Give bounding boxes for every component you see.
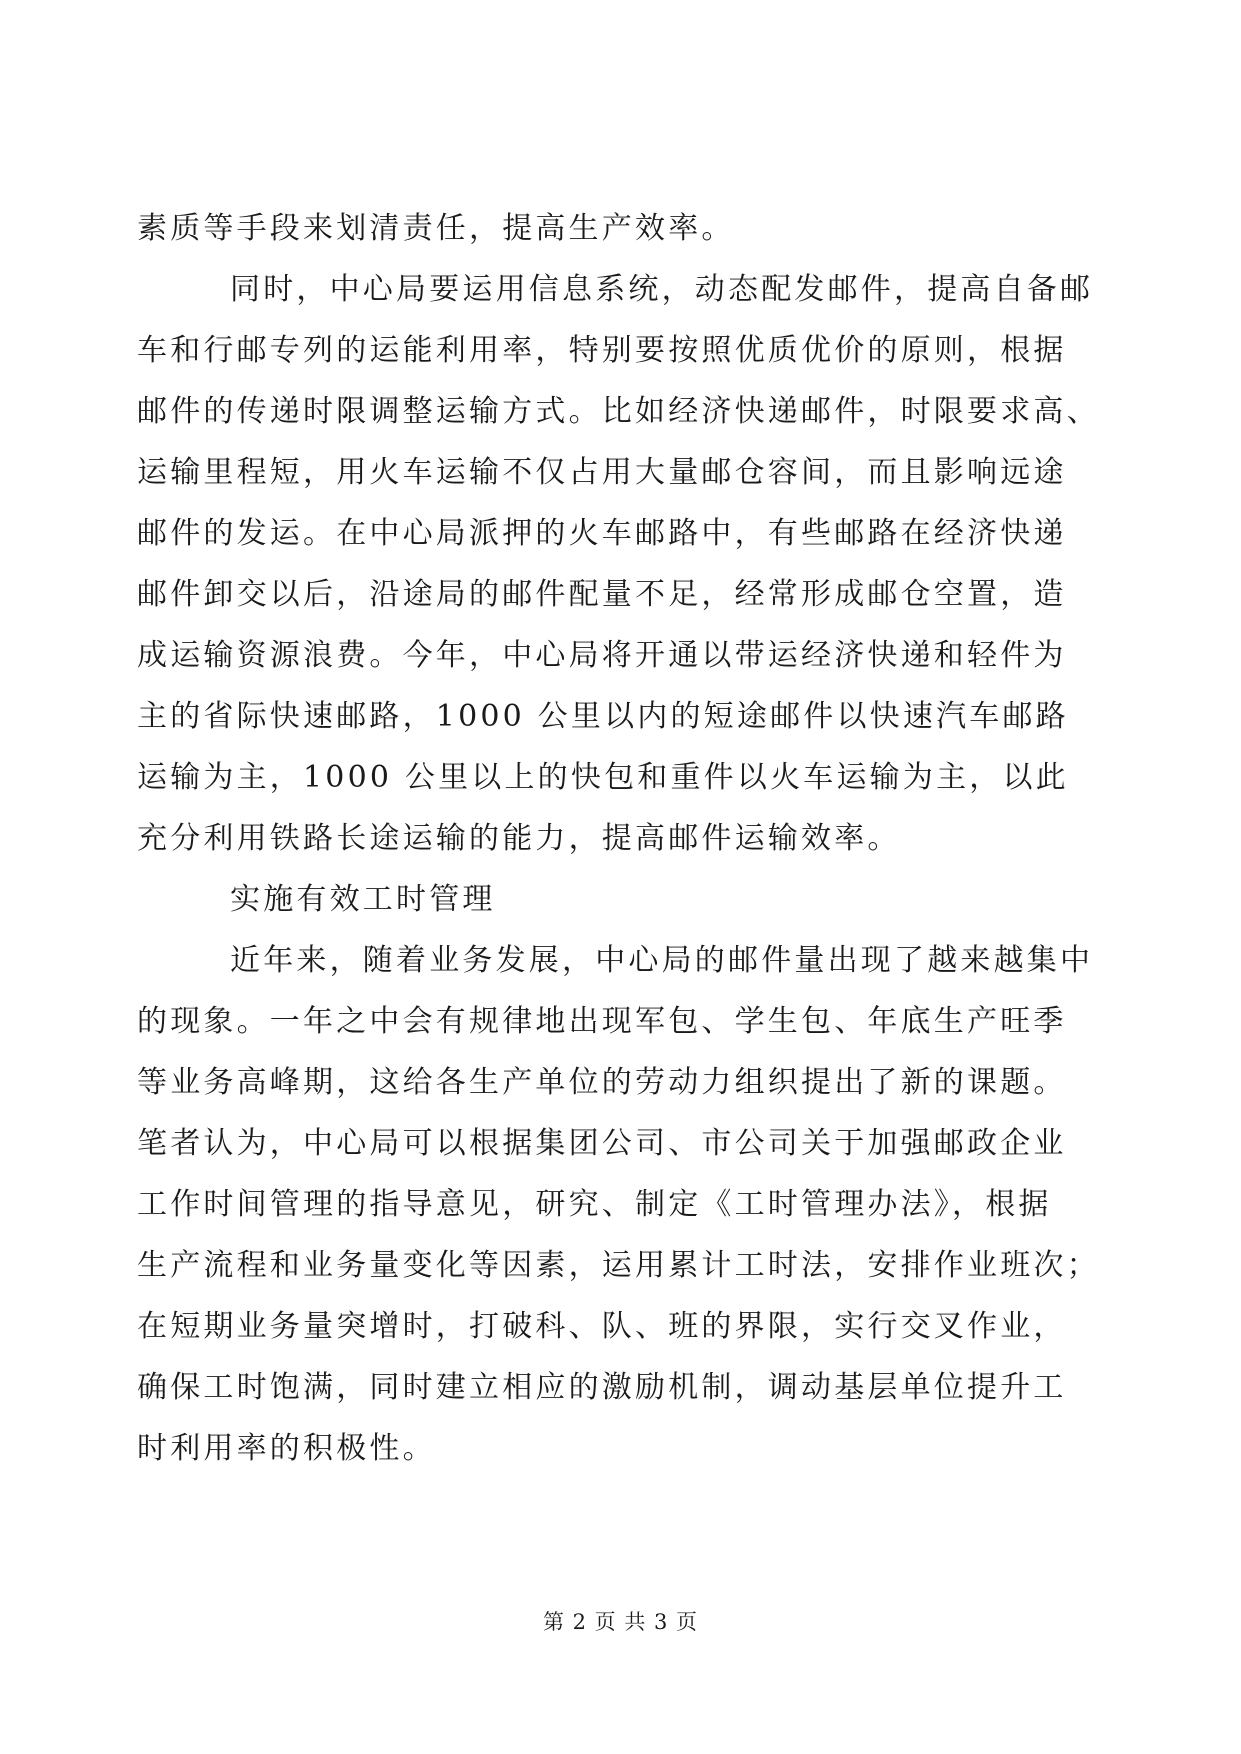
text-line: 车和行邮专列的运能利用率，特别要按照优质优价的原则，根据 <box>137 333 1067 368</box>
text-line: 主的省际快速邮路，1000 公里以内的短途邮件以快速汽车邮路 <box>137 699 1069 734</box>
text-line: 运输里程短，用火车运输不仅占用大量邮仓容间，而且影响远途 <box>137 455 1067 490</box>
text-line: 在短期业务量突增时，打破科、队、班的界限，实行交叉作业， <box>137 1309 1067 1344</box>
text-line: 素质等手段来划清责任，提高生产效率。 <box>137 211 735 246</box>
text-line: 充分利用铁路长途运输的能力，提高邮件运输效率。 <box>137 821 901 856</box>
text-line: 时利用率的积极性。 <box>137 1431 436 1466</box>
section-heading: 实施有效工时管理 <box>230 882 496 917</box>
text-line: 工作时间管理的指导意见，研究、制定《工时管理办法》，根据 <box>137 1187 1052 1222</box>
text-line: 成运输资源浪费。今年，中心局将开通以带运经济快递和轻件为 <box>137 638 1067 673</box>
text-line: 邮件的传递时限调整运输方式。比如经济快递邮件，时限要求高、 <box>137 394 1100 429</box>
text-line: 运输为主，1000 公里以上的快包和重件以火车运输为主，以此 <box>137 760 1069 795</box>
paragraph-start-line: 近年来，随着业务发展，中心局的邮件量出现了越来越集中 <box>230 943 1094 978</box>
text-line: 笔者认为，中心局可以根据集团公司、市公司关于加强邮政企业 <box>137 1126 1067 1161</box>
text-line: 的现象。一年之中会有规律地出现军包、学生包、年底生产旺季 <box>137 1004 1067 1039</box>
text-line: 确保工时饱满，同时建立相应的激励机制，调动基层单位提升工 <box>137 1370 1067 1405</box>
text-line: 生产流程和业务量变化等因素，运用累计工时法，安排作业班次； <box>137 1248 1100 1283</box>
text-line: 邮件的发运。在中心局派押的火车邮路中，有些邮路在经济快递 <box>137 516 1067 551</box>
text-line: 邮件卸交以后，沿途局的邮件配量不足，经常形成邮仓空置，造 <box>137 577 1067 612</box>
body-text <box>137 198 1100 1479</box>
paragraph-start-line: 同时，中心局要运用信息系统，动态配发邮件，提高自备邮 <box>230 272 1094 307</box>
page-number-footer: 第 2 页 共 3 页 <box>542 1610 699 1634</box>
text-line: 等业务高峰期，这给各生产单位的劳动力组织提出了新的课题。 <box>137 1065 1067 1100</box>
